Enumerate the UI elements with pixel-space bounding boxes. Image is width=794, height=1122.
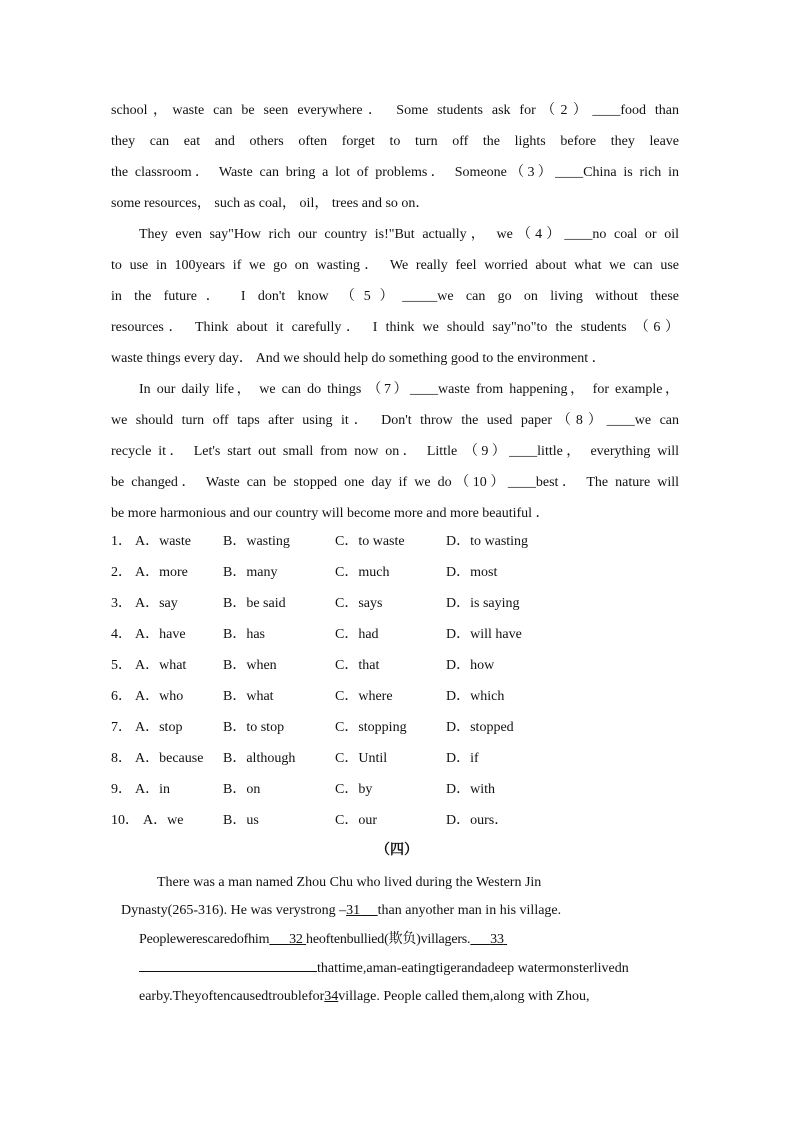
blank-underline [470, 932, 490, 947]
blank-31: 31 [346, 903, 361, 918]
blank-33: 33 [490, 932, 504, 947]
option-row [111, 774, 671, 805]
option-row [111, 650, 671, 681]
blank-32: 32 [289, 932, 303, 947]
option-b: B．what [223, 689, 274, 704]
option-d: D．if [446, 751, 479, 766]
passage-line: waste things every day． And we should help do something good to the environment ． [111, 351, 606, 366]
option-a: A．have [135, 627, 186, 642]
option-row [111, 743, 671, 774]
passage-line: we should turn off taps after using it． Don't throw the used paper（8）____we can [111, 413, 679, 428]
option-a: A．stop [135, 720, 183, 735]
option-row [111, 588, 671, 619]
option-a: A．in [135, 782, 170, 797]
passage-four-line-1 [157, 869, 541, 897]
passage-line: They even say"How rich our country is!"But actually， we（4）____no coal or oil [139, 227, 679, 242]
option-b: B．us [223, 813, 259, 828]
question-number: 1． [111, 534, 132, 549]
option-c: C．stopping [335, 720, 407, 735]
option-c: C．much [335, 565, 390, 580]
passage-three [111, 95, 679, 529]
passage-line: they can eat and others often forget to turn off the lights before they leave [111, 134, 679, 149]
question-number: 3． [111, 596, 132, 611]
option-a: A．who [135, 689, 184, 704]
question-number: 6． [111, 689, 132, 704]
option-c: C．our [335, 813, 377, 828]
option-b: B．on [223, 782, 261, 797]
passage-text: Peoplewerescaredofhim [139, 932, 270, 947]
passage-line: school，waste can be seen everywhere． Some students ask for（2）____food than [111, 103, 679, 118]
passage-text: thattime,aman-eatingtigerandadeep watermonsterlivedn [317, 961, 629, 976]
option-c: C．says [335, 596, 383, 611]
passage-four-line-4 [139, 955, 629, 983]
option-c: C．where [335, 689, 393, 704]
option-b: B．although [223, 751, 296, 766]
option-a: A．we [143, 813, 184, 828]
passage-line: resources． Think about it carefully． I think we should say"no"to the students （6） [111, 320, 679, 335]
option-d: D．with [446, 782, 495, 797]
option-d: D．will have [446, 627, 522, 642]
question-number: 2． [111, 565, 132, 580]
blank-underline [269, 932, 289, 947]
question-number: 5． [111, 658, 132, 673]
question-number: 9． [111, 782, 132, 797]
option-b: B．many [223, 565, 278, 580]
option-c: C．had [335, 627, 379, 642]
option-b: B．has [223, 627, 265, 642]
question-number: 4． [111, 627, 132, 642]
blank-underline [139, 957, 317, 972]
answer-options [111, 526, 671, 836]
question-number: 10． [111, 813, 139, 828]
passage-line: the classroom． Waste can bring a lot of problems． Someone（3）____China is rich in [111, 165, 679, 180]
option-a: A．what [135, 658, 187, 673]
passage-text: There was a man named Zhou Chu who lived during the Western Jin [157, 875, 542, 890]
option-d: D．to wasting [446, 534, 529, 549]
option-row [111, 681, 671, 712]
passage-line: some resources， such as coal， oil， trees and so on． [111, 196, 430, 211]
option-row [111, 526, 671, 557]
option-b: B．when [223, 658, 277, 673]
option-b: B．to stop [223, 720, 285, 735]
passage-line: In our daily life， we can do things （7）____waste from happening， for example， [139, 382, 679, 397]
option-a: A．because [135, 751, 204, 766]
passage-line: recycle it． Let's start out small from now on． Little （9）____little， everything will [111, 444, 679, 459]
option-c: C．that [335, 658, 380, 673]
option-row [111, 805, 671, 836]
option-a: A．more [135, 565, 188, 580]
blank-underline [504, 932, 507, 947]
passage-four-line-5 [139, 983, 589, 1011]
option-b: B．wasting [223, 534, 290, 549]
option-d: D．is saying [446, 596, 520, 611]
question-number: 8． [111, 751, 132, 766]
option-d: D．how [446, 658, 495, 673]
question-number: 7． [111, 720, 132, 735]
passage-line: in the future． I don't know （5）_____we can go on living without these [111, 289, 679, 304]
blank-underline [360, 903, 378, 918]
option-b: B．be said [223, 596, 286, 611]
option-c: C．by [335, 782, 373, 797]
passage-text: heoftenbullied(欺负)villagers. [306, 932, 471, 947]
blank-34: 34 [324, 989, 339, 1004]
section-heading: （四） [376, 843, 418, 858]
option-a: A．say [135, 596, 178, 611]
passage-text: than anyother man in his village. [377, 903, 562, 918]
option-row [111, 557, 671, 588]
option-a: A．waste [135, 534, 191, 549]
option-c: C．to waste [335, 534, 405, 549]
option-d: D．ours． [446, 813, 509, 828]
option-row [111, 712, 671, 743]
option-d: D．which [446, 689, 505, 704]
passage-line: be changed． Waste can be stopped one day if we do（10）____best． The nature will [111, 475, 679, 490]
option-c: C．Until [335, 751, 388, 766]
passage-line: be more harmonious and our country will become more and more beautiful ． [111, 506, 550, 521]
option-d: D．stopped [446, 720, 514, 735]
passage-text: Dynasty(265-316). He was verystrong – [121, 903, 347, 918]
passage-four-line-3 [139, 926, 507, 954]
option-row [111, 619, 671, 650]
passage-text: village. People called them,along with Zhou, [338, 989, 590, 1004]
passage-line: to use in 100years if we go on wasting． We really feel worried about what we can use [111, 258, 679, 273]
passage-text: earby.Theyoftencausedtroublefor [139, 989, 325, 1004]
passage-four-line-2 [121, 897, 561, 925]
option-d: D．most [446, 565, 498, 580]
